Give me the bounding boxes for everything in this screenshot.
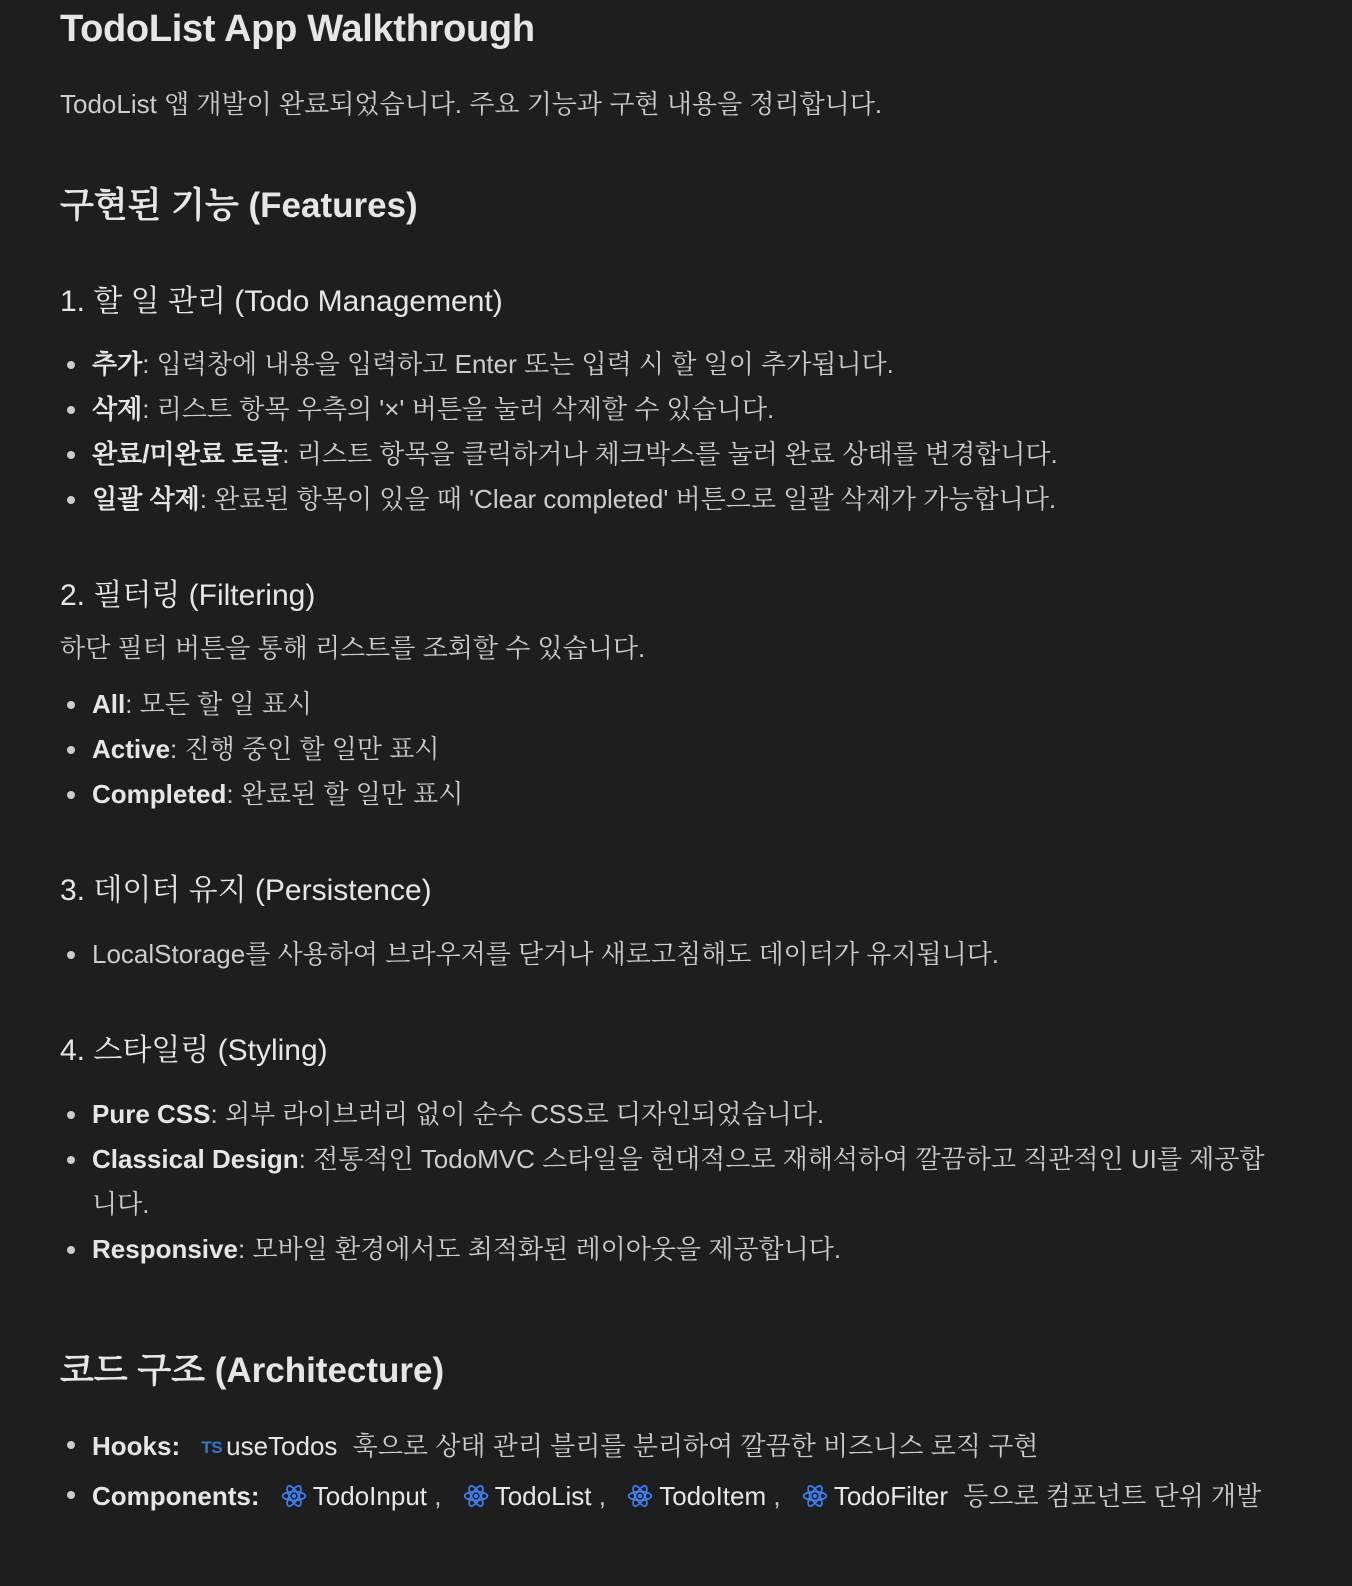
features-heading: 구현된 기능 (Features)	[60, 186, 418, 225]
list-item: Pure CSS: 외부 라이브러리 없이 순수 CSS로 디자인되었습니다.	[60, 1092, 1270, 1137]
list-item: Active: 진행 중인 할 일만 표시	[60, 727, 1270, 772]
list-item: 완료/미완료 토글: 리스트 항목을 클릭하거나 체크박스를 눌러 완료 상태를 변경합니다.	[60, 432, 1270, 477]
list-item: Responsive: 모바일 환경에서도 최적화된 레이아웃을 제공합니다.	[60, 1227, 1270, 1272]
filtering-description: 하단 필터 버튼을 통해 리스트를 조회할 수 있습니다.	[60, 633, 646, 663]
section-heading-styling: 4. 스타일링 (Styling)	[60, 1034, 328, 1067]
list-item: Completed: 완료된 할 일만 표시	[60, 772, 1270, 817]
list-item: All: 모든 할 일 표시	[60, 682, 1270, 727]
file-link-usetodos[interactable]: useTodos	[226, 1431, 338, 1461]
intro-paragraph: TodoList 앱 개발이 완료되었습니다. 주요 기능과 구현 내용을 정리합니다.	[60, 89, 883, 119]
list-item: Classical Design: 전통적인 TodoMVC 스타일을 현대적으로 재해석하여 깔끔하고 직관적인 UI를 제공합니다.	[60, 1137, 1270, 1227]
react-file-icon	[463, 1483, 489, 1509]
list-item: 추가: 입력창에 내용을 입력하고 Enter 또는 입력 시 할 일이 추가됩니다.	[60, 342, 1270, 387]
section-heading-filtering: 2. 필터링 (Filtering)	[60, 579, 316, 612]
list-item: 삭제: 리스트 항목 우측의 '×' 버튼을 눌러 삭제할 수 있습니다.	[60, 387, 1270, 432]
architecture-list	[60, 1422, 1270, 1520]
react-file-icon	[281, 1483, 307, 1509]
react-file-icon	[802, 1483, 828, 1509]
list-item-components: Components: TodoInput , TodoList , TodoItem , TodoFilter 등으로 컴포넌트 단위 개발	[60, 1472, 1270, 1520]
section-heading-persistence: 3. 데이터 유지 (Persistence)	[60, 874, 432, 907]
file-link-todolist[interactable]: TodoList	[494, 1481, 592, 1511]
page-title: TodoList App Walkthrough	[60, 8, 535, 50]
architecture-heading: 코드 구조 (Architecture)	[60, 1351, 445, 1390]
file-link-todoitem[interactable]: TodoItem	[659, 1481, 767, 1511]
list-item: LocalStorage를 사용하여 브라우저를 닫거나 새로고침해도 데이터가 유지됩니다.	[60, 932, 1270, 977]
section-heading-todo-management: 1. 할 일 관리 (Todo Management)	[60, 285, 503, 318]
list-item: 일괄 삭제: 완료된 항목이 있을 때 'Clear completed' 버튼으로 일괄 삭제가 가능합니다.	[60, 477, 1270, 522]
todo-management-list	[60, 342, 1270, 522]
file-link-todoinput[interactable]: TodoInput	[312, 1481, 428, 1511]
styling-list	[60, 1092, 1270, 1272]
file-link-todofilter[interactable]: TodoFilter	[833, 1481, 948, 1511]
react-file-icon	[627, 1483, 653, 1509]
filtering-list	[60, 682, 1270, 817]
persistence-list	[60, 932, 1270, 977]
typescript-file-icon: TS	[201, 1438, 223, 1457]
list-item-hooks: Hooks: TS useTodos 훅으로 상태 관리 블리를 분리하여 깔끔한 비즈니스 로직 구현	[60, 1422, 1270, 1472]
